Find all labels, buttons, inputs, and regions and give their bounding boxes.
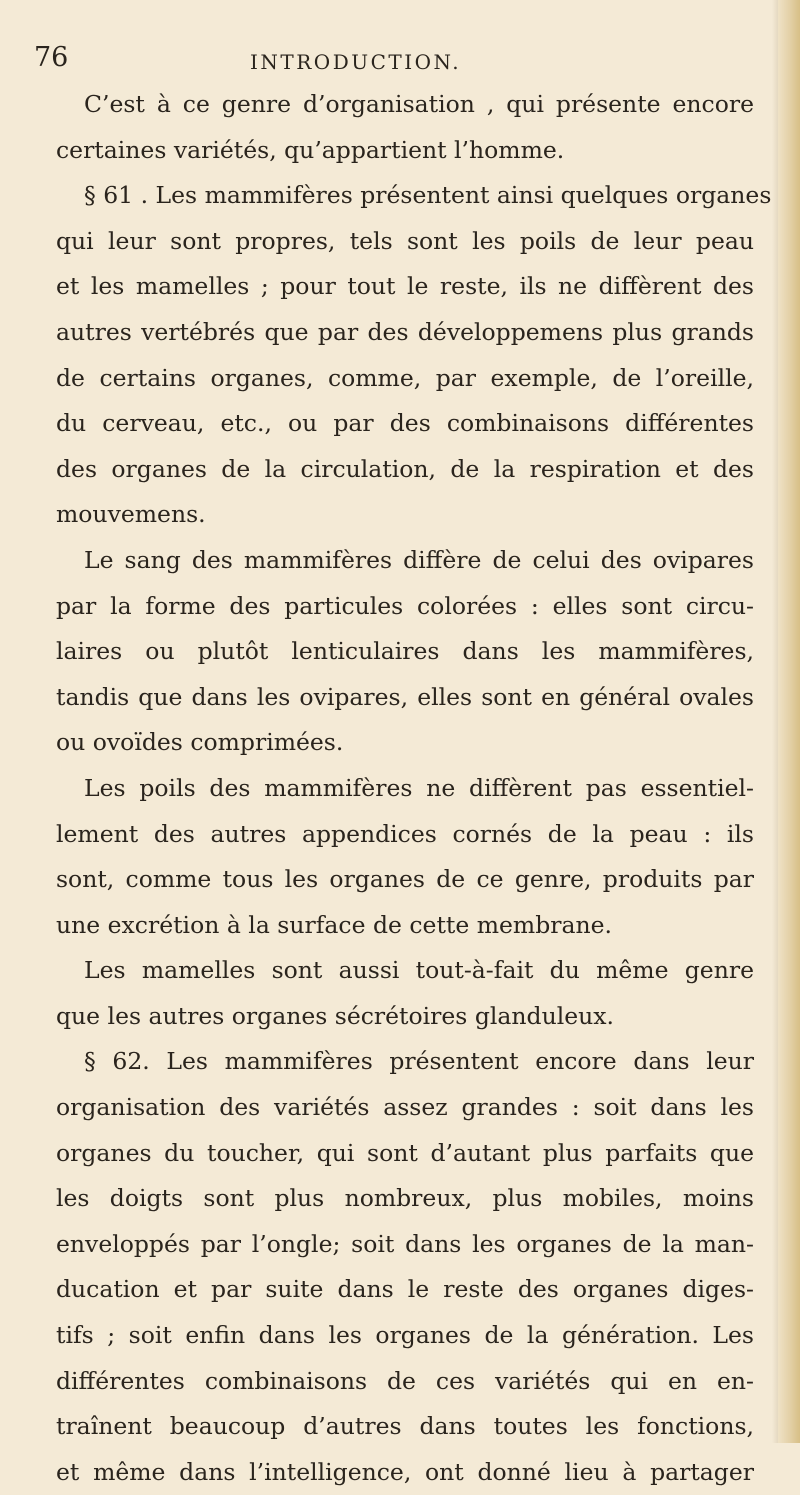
text-line: § 61 . Les mammifères présentent ainsi quelques organes	[84, 181, 772, 210]
text-line: lement des autres appendices cornés de la peau : ils	[56, 819, 754, 848]
text-line: ducation et par suite dans le reste des organes diges-	[56, 1275, 754, 1304]
text-line: traînent beaucoup d’autres dans toutes les fonctions,	[56, 1412, 754, 1441]
text-line: ou ovoïdes comprimées.	[56, 728, 344, 757]
page-edge	[778, 0, 800, 1443]
text-line: Le sang des mammifères diffère de celui des ovipares	[84, 545, 754, 574]
text-line: tifs ; soit enfin dans les organes de la génération. Les	[56, 1321, 754, 1350]
text-line: enveloppés par l’ongle; soit dans les organes de la man-	[56, 1229, 754, 1258]
text-line: Les poils des mammifères ne diffèrent pas essentiel-	[84, 773, 754, 802]
text-line: certaines variétés, qu’appartient l’homme.	[56, 135, 565, 164]
page-number: 76	[34, 42, 69, 73]
text-line: sont, comme tous les organes de ce genre, produits par	[56, 865, 754, 894]
text-line: organes du toucher, qui sont d’autant plus parfaits que	[56, 1138, 754, 1167]
text-line: laires ou plutôt lenticulaires dans les mammifères,	[56, 637, 754, 666]
text-line: § 62. Les mammifères présentent encore dans leur	[84, 1047, 754, 1076]
body-text	[56, 82, 772, 1495]
text-line: mouvemens.	[56, 500, 206, 529]
text-line: de certains organes, comme, par exemple, de l’oreille,	[56, 363, 754, 392]
text-line: qui leur sont propres, tels sont les poils de leur peau	[56, 226, 754, 255]
text-line: par la forme des particules colorées : elles sont circu-	[56, 591, 754, 620]
text-line: que les autres organes sécrétoires glanduleux.	[56, 1001, 614, 1030]
text-line: des organes de la circulation, de la respiration et des	[56, 454, 754, 483]
text-line: du cerveau, etc., ou par des combinaisons différentes	[56, 409, 754, 438]
text-line: Les mamelles sont aussi tout-à-fait du même genre	[84, 956, 754, 985]
text-line: et les mamelles ; pour tout le reste, ils ne diffèrent des	[56, 272, 754, 301]
text-line: C’est à ce genre d’organisation , qui présente encore	[84, 90, 754, 118]
text-line: une excrétion à la surface de cette membrane.	[56, 910, 613, 939]
text-line: différentes combinaisons de ces variétés qui en en-	[56, 1366, 754, 1395]
text-line: organisation des variétés assez grandes : soit dans les	[56, 1093, 754, 1122]
page-header	[0, 34, 780, 74]
text-line: et même dans l’intelligence, ont donné lieu à partager	[56, 1457, 754, 1486]
text-line: autres vertébrés que par des développemens plus grands	[56, 317, 754, 346]
text-line: les doigts sont plus nombreux, plus mobiles, moins	[56, 1184, 754, 1213]
text-line: tandis que dans les ovipares, elles sont en général ovales	[56, 682, 754, 711]
running-head: INTRODUCTION.	[250, 50, 462, 74]
